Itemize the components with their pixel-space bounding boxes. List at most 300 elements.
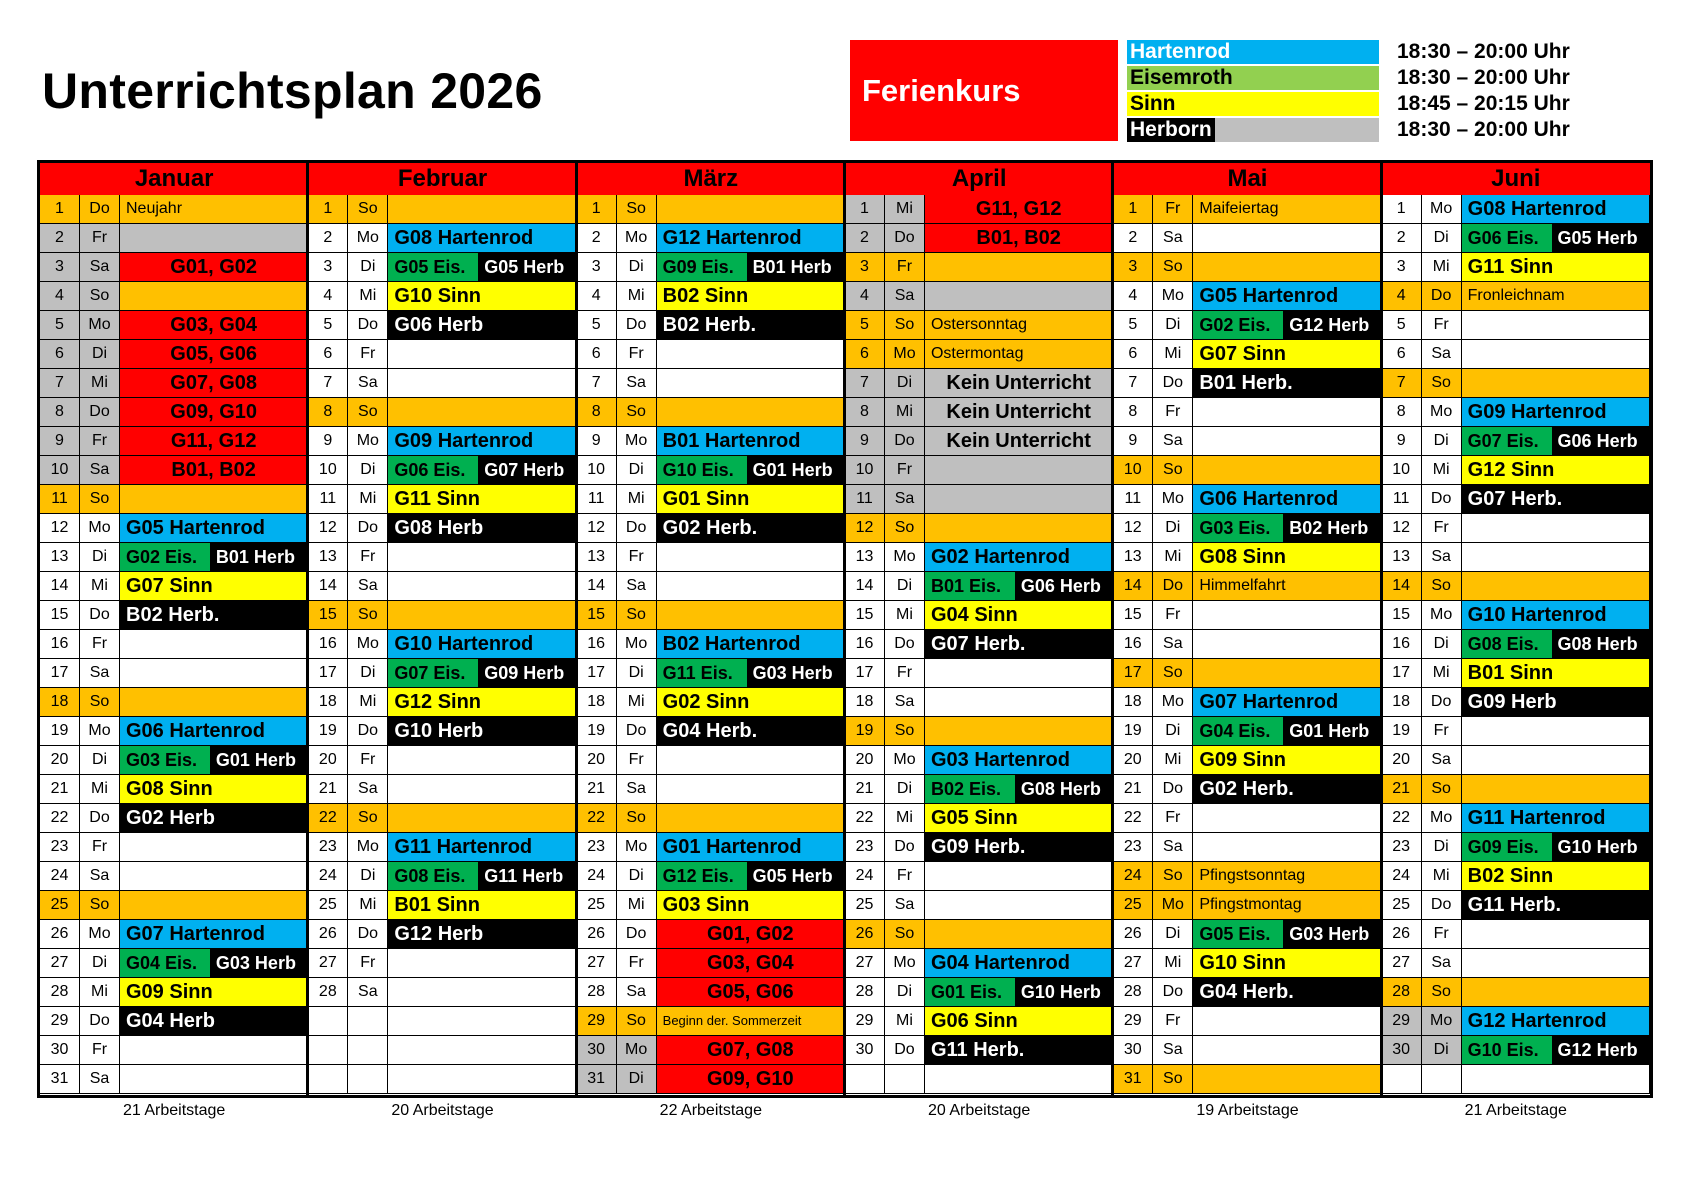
day-event: G05 Hartenrod (120, 514, 308, 543)
day-event (1193, 717, 1381, 746)
day-event: G11, G12 (925, 195, 1113, 224)
day-weekday: Mo (80, 920, 120, 949)
herborn-session: G03 Herb (747, 659, 844, 687)
day-event (1462, 514, 1650, 543)
day-weekday: Di (1422, 630, 1462, 659)
day-weekday: Di (80, 543, 120, 572)
day-weekday: Mi (885, 398, 925, 427)
day-weekday: So (617, 398, 657, 427)
eisemroth-session: G12 Eis. (657, 862, 747, 890)
day-event (388, 456, 576, 485)
day-event (1462, 775, 1650, 804)
day-weekday: So (1422, 572, 1462, 601)
day-number: 12 (308, 514, 348, 543)
day-event (1462, 833, 1650, 862)
day-weekday: Mo (885, 949, 925, 978)
day-event: G05 Hartenrod (1193, 282, 1381, 311)
eisemroth-session: G11 Eis. (657, 659, 747, 687)
day-weekday: Di (617, 659, 657, 688)
day-weekday: Sa (885, 282, 925, 311)
day-weekday: Mi (617, 282, 657, 311)
day-number: 18 (577, 688, 617, 717)
day-number: 8 (577, 398, 617, 427)
herborn-session: G12 Herb (1552, 1036, 1649, 1064)
day-event: G12 Herb (388, 920, 576, 949)
day-weekday: Do (80, 804, 120, 833)
day-event (1193, 398, 1381, 427)
day-number: 2 (308, 224, 348, 253)
day-number: 21 (1113, 775, 1153, 804)
day-event: G06 Hartenrod (1193, 485, 1381, 514)
day-number: 4 (1382, 282, 1422, 311)
day-number: 28 (577, 978, 617, 1007)
day-weekday: Di (1422, 833, 1462, 862)
day-weekday: Mo (1153, 485, 1193, 514)
day-weekday: Mo (1422, 195, 1462, 224)
day-weekday: Sa (1422, 949, 1462, 978)
month-workday-count: 21 Arbeitstage (1464, 1102, 1567, 1119)
day-event: G09 Sinn (1193, 746, 1381, 775)
day-weekday: Do (617, 514, 657, 543)
day-number: 27 (40, 949, 80, 978)
day-event: G07, G08 (120, 369, 308, 398)
ferienkurs-label: Ferienkurs (862, 72, 1021, 108)
day-number: 16 (577, 630, 617, 659)
day-number: 13 (577, 543, 617, 572)
day-weekday: So (1153, 253, 1193, 282)
day-weekday: Sa (617, 369, 657, 398)
day-weekday: Sa (348, 572, 388, 601)
day-weekday: Mo (80, 717, 120, 746)
day-event: Fronleichnam (1462, 282, 1650, 311)
page-title: Unterrichtsplan 2026 (42, 63, 543, 119)
day-number: 24 (577, 862, 617, 891)
eisemroth-session: G03 Eis. (1193, 514, 1283, 542)
day-weekday: Fr (1153, 195, 1193, 224)
day-number: 2 (40, 224, 80, 253)
day-weekday: Do (348, 717, 388, 746)
day-weekday: Mo (885, 340, 925, 369)
month-märz (577, 163, 845, 1095)
day-number: 30 (1113, 1036, 1153, 1065)
day-weekday: Fr (1153, 804, 1193, 833)
day-event: G11, G12 (120, 427, 308, 456)
day-event (120, 1065, 308, 1094)
day-number: 16 (845, 630, 885, 659)
day-weekday: Di (617, 253, 657, 282)
day-weekday: Sa (80, 456, 120, 485)
day-event: G07 Herb. (1462, 485, 1650, 514)
day-event: G05 Sinn (925, 804, 1113, 833)
day-weekday: Fr (617, 543, 657, 572)
herborn-session: G08 Herb (1552, 630, 1649, 658)
day-event (657, 659, 845, 688)
day-weekday: Mo (617, 224, 657, 253)
day-event (925, 717, 1113, 746)
day-number: 19 (1382, 717, 1422, 746)
day-number: 18 (1113, 688, 1153, 717)
day-weekday: Fr (348, 949, 388, 978)
day-event: G02 Hartenrod (925, 543, 1113, 572)
day-event (1462, 746, 1650, 775)
day-number: 20 (845, 746, 885, 775)
day-weekday: Do (617, 717, 657, 746)
day-event (1193, 311, 1381, 340)
day-number: 17 (577, 659, 617, 688)
day-event (388, 746, 576, 775)
legend-label: Sinn (1130, 92, 1176, 115)
day-number: 12 (845, 514, 885, 543)
day-event: G09 Hartenrod (1462, 398, 1650, 427)
day-event: G11 Hartenrod (388, 833, 576, 862)
day-weekday: Mi (1153, 340, 1193, 369)
month-header: Februar (308, 163, 576, 195)
day-weekday: Di (1153, 717, 1193, 746)
day-event: G08 Sinn (120, 775, 308, 804)
day-number: 29 (845, 1007, 885, 1036)
day-event (1462, 340, 1650, 369)
herborn-session: G10 Herb (1015, 978, 1112, 1006)
day-number (1382, 1065, 1422, 1094)
day-event (1462, 978, 1650, 1007)
eisemroth-session: G10 Eis. (1462, 1036, 1552, 1064)
day-number: 25 (577, 891, 617, 920)
day-number: 8 (845, 398, 885, 427)
month-workday-count: 22 Arbeitstage (659, 1102, 762, 1119)
month-januar (40, 163, 308, 1095)
eisemroth-session: G07 Eis. (388, 659, 478, 687)
herborn-session: G01 Herb (210, 746, 307, 774)
day-weekday: Fr (885, 659, 925, 688)
day-event: G03, G04 (120, 311, 308, 340)
day-weekday: Mo (1422, 398, 1462, 427)
day-event: G10 Hartenrod (1462, 601, 1650, 630)
day-number: 7 (1113, 369, 1153, 398)
day-number: 6 (1382, 340, 1422, 369)
day-event (925, 659, 1113, 688)
day-number: 14 (845, 572, 885, 601)
day-weekday: Di (80, 949, 120, 978)
day-event: G06 Sinn (925, 1007, 1113, 1036)
day-number: 29 (577, 1007, 617, 1036)
day-event (1462, 543, 1650, 572)
day-event: G09, G10 (657, 1065, 845, 1094)
month-header: März (577, 163, 845, 195)
day-weekday: Sa (1153, 427, 1193, 456)
day-weekday: Fr (885, 456, 925, 485)
day-number: 9 (577, 427, 617, 456)
day-weekday: Do (1422, 485, 1462, 514)
day-number: 2 (1382, 224, 1422, 253)
day-weekday: So (885, 311, 925, 340)
day-number: 1 (40, 195, 80, 224)
day-number: 23 (1382, 833, 1422, 862)
day-number: 20 (1382, 746, 1422, 775)
herborn-session: B02 Herb (1283, 514, 1380, 542)
herborn-session: G10 Herb (1552, 833, 1649, 861)
day-event (657, 398, 845, 427)
day-event: B02 Hartenrod (657, 630, 845, 659)
day-number: 16 (40, 630, 80, 659)
day-weekday: Fr (348, 340, 388, 369)
day-event: G03 Hartenrod (925, 746, 1113, 775)
day-number: 18 (308, 688, 348, 717)
day-weekday (885, 1065, 925, 1094)
day-event: G11 Sinn (388, 485, 576, 514)
day-weekday: Sa (617, 775, 657, 804)
herborn-session: G09 Herb (478, 659, 575, 687)
day-number: 10 (577, 456, 617, 485)
day-number: 11 (845, 485, 885, 514)
day-weekday: Mo (348, 224, 388, 253)
day-weekday: So (617, 601, 657, 630)
day-number: 13 (1113, 543, 1153, 572)
day-weekday: Do (885, 833, 925, 862)
day-event (1462, 1036, 1650, 1065)
day-weekday: Di (1422, 427, 1462, 456)
day-event: G10 Hartenrod (388, 630, 576, 659)
day-weekday: Fr (1422, 514, 1462, 543)
day-weekday: So (1422, 775, 1462, 804)
day-weekday: Sa (885, 688, 925, 717)
day-number: 3 (1382, 253, 1422, 282)
day-number: 23 (1113, 833, 1153, 862)
day-weekday: So (885, 920, 925, 949)
day-event (120, 224, 308, 253)
day-event (388, 572, 576, 601)
day-event: G06 Herb (388, 311, 576, 340)
day-number: 22 (1382, 804, 1422, 833)
day-event (388, 978, 576, 1007)
day-number: 23 (845, 833, 885, 862)
day-weekday: Do (1422, 688, 1462, 717)
day-number: 20 (308, 746, 348, 775)
day-event (1462, 369, 1650, 398)
day-number: 8 (1382, 398, 1422, 427)
day-number: 14 (577, 572, 617, 601)
day-weekday: Fr (80, 427, 120, 456)
month-workday-count: 20 Arbeitstage (391, 1102, 494, 1119)
day-event: G11 Sinn (1462, 253, 1650, 282)
day-number: 21 (845, 775, 885, 804)
day-weekday: Sa (348, 775, 388, 804)
day-event (657, 340, 845, 369)
day-event (925, 253, 1113, 282)
day-number: 9 (1382, 427, 1422, 456)
day-number: 1 (1113, 195, 1153, 224)
day-weekday (348, 1036, 388, 1065)
day-event: G04 Herb. (657, 717, 845, 746)
day-number: 29 (40, 1007, 80, 1036)
day-weekday: Mi (348, 688, 388, 717)
day-number: 25 (845, 891, 885, 920)
day-number: 28 (1113, 978, 1153, 1007)
day-number: 10 (1382, 456, 1422, 485)
calendar-table (37, 160, 1653, 1098)
day-event (120, 543, 308, 572)
day-event: G07 Herb. (925, 630, 1113, 659)
day-weekday: Fr (617, 340, 657, 369)
day-number: 17 (1113, 659, 1153, 688)
day-event (1193, 514, 1381, 543)
day-event: B02 Herb. (657, 311, 845, 340)
day-number: 26 (1113, 920, 1153, 949)
day-event (925, 282, 1113, 311)
day-number: 27 (308, 949, 348, 978)
day-weekday: So (617, 804, 657, 833)
day-event: B01, B02 (120, 456, 308, 485)
day-weekday: Mo (1153, 282, 1193, 311)
herborn-session: G07 Herb (478, 456, 575, 484)
day-number: 25 (308, 891, 348, 920)
day-weekday: Mo (1422, 1007, 1462, 1036)
day-number: 10 (308, 456, 348, 485)
day-event (657, 195, 845, 224)
day-number: 8 (308, 398, 348, 427)
eisemroth-session: G02 Eis. (1193, 311, 1283, 339)
day-weekday: Mo (348, 630, 388, 659)
day-number: 6 (845, 340, 885, 369)
day-weekday (1422, 1065, 1462, 1094)
day-weekday: Di (80, 746, 120, 775)
day-weekday: So (885, 717, 925, 746)
eisemroth-session: G10 Eis. (657, 456, 747, 484)
day-weekday: Mo (1153, 891, 1193, 920)
day-weekday: Sa (80, 1065, 120, 1094)
eisemroth-session: G06 Eis. (388, 456, 478, 484)
day-number: 2 (845, 224, 885, 253)
day-number: 13 (308, 543, 348, 572)
day-event (925, 775, 1113, 804)
day-event (657, 804, 845, 833)
day-weekday: Sa (1153, 833, 1193, 862)
day-event (120, 688, 308, 717)
day-number: 24 (1382, 862, 1422, 891)
day-weekday: So (348, 195, 388, 224)
day-weekday: Sa (1422, 543, 1462, 572)
day-number: 3 (845, 253, 885, 282)
day-event: G02 Herb (120, 804, 308, 833)
day-number: 9 (1113, 427, 1153, 456)
day-weekday: Mi (885, 195, 925, 224)
day-event: G02 Sinn (657, 688, 845, 717)
day-weekday: Mi (885, 601, 925, 630)
legend-time: 18:30 – 20:00 Uhr (1397, 40, 1570, 63)
day-event: G01, G02 (657, 920, 845, 949)
day-event: B01 Sinn (388, 891, 576, 920)
day-event (1193, 1007, 1381, 1036)
day-weekday: Mi (80, 775, 120, 804)
day-event (1193, 659, 1381, 688)
day-number (308, 1065, 348, 1094)
day-number: 19 (845, 717, 885, 746)
day-event: G01, G02 (120, 253, 308, 282)
day-number: 4 (40, 282, 80, 311)
day-weekday: Di (885, 572, 925, 601)
day-weekday: Mi (885, 1007, 925, 1036)
day-event (1193, 804, 1381, 833)
eisemroth-session: G04 Eis. (120, 949, 210, 977)
eisemroth-session: G08 Eis. (388, 862, 478, 890)
day-weekday: Di (885, 978, 925, 1007)
month-mai (1113, 163, 1381, 1095)
day-weekday: Di (1422, 1036, 1462, 1065)
ferienkurs-legend (850, 40, 1118, 141)
day-number: 20 (577, 746, 617, 775)
day-weekday: Fr (348, 746, 388, 775)
day-number: 12 (1113, 514, 1153, 543)
day-weekday: Sa (80, 659, 120, 688)
day-number: 9 (40, 427, 80, 456)
day-event: Ostermontag (925, 340, 1113, 369)
day-weekday: Do (617, 920, 657, 949)
day-event: Beginn der. Sommerzeit (657, 1007, 845, 1036)
day-weekday: So (617, 1007, 657, 1036)
day-event (388, 949, 576, 978)
day-number: 28 (40, 978, 80, 1007)
day-weekday: Fr (885, 253, 925, 282)
month-header: April (845, 163, 1113, 195)
day-number: 22 (308, 804, 348, 833)
day-number: 11 (308, 485, 348, 514)
day-number: 19 (308, 717, 348, 746)
eisemroth-session: G05 Eis. (1193, 920, 1283, 948)
herborn-session: G06 Herb (1015, 572, 1112, 600)
day-weekday: Di (885, 369, 925, 398)
day-event (1462, 717, 1650, 746)
day-number: 6 (308, 340, 348, 369)
day-number: 10 (845, 456, 885, 485)
day-number: 5 (1382, 311, 1422, 340)
day-event (1462, 1065, 1650, 1094)
day-event (388, 1036, 576, 1065)
day-weekday: Sa (1153, 1036, 1193, 1065)
day-event (388, 1065, 576, 1094)
day-weekday: Do (80, 398, 120, 427)
day-number: 19 (577, 717, 617, 746)
day-event: Himmelfahrt (1193, 572, 1381, 601)
day-event: G01 Hartenrod (657, 833, 845, 862)
day-weekday: Fr (80, 833, 120, 862)
day-weekday: Do (80, 195, 120, 224)
day-event (1193, 253, 1381, 282)
day-number: 1 (308, 195, 348, 224)
legend-label: Eisemroth (1130, 66, 1233, 89)
day-event: Kein Unterricht (925, 398, 1113, 427)
day-event (1462, 224, 1650, 253)
day-number: 15 (845, 601, 885, 630)
day-weekday: So (1422, 978, 1462, 1007)
day-weekday: Mi (1153, 746, 1193, 775)
day-weekday: Sa (617, 978, 657, 1007)
day-event (1462, 311, 1650, 340)
day-number: 4 (577, 282, 617, 311)
day-event: Kein Unterricht (925, 369, 1113, 398)
day-event (388, 340, 576, 369)
day-event: G05, G06 (657, 978, 845, 1007)
day-weekday: Mi (80, 572, 120, 601)
day-number: 17 (1382, 659, 1422, 688)
day-number: 30 (40, 1036, 80, 1065)
day-number: 25 (1113, 891, 1153, 920)
month-workday-count: 20 Arbeitstage (928, 1102, 1031, 1119)
day-event: G05, G06 (120, 340, 308, 369)
herborn-session: B01 Herb (747, 253, 844, 281)
day-event (1462, 920, 1650, 949)
day-number: 23 (308, 833, 348, 862)
day-event (1193, 920, 1381, 949)
day-number: 5 (40, 311, 80, 340)
